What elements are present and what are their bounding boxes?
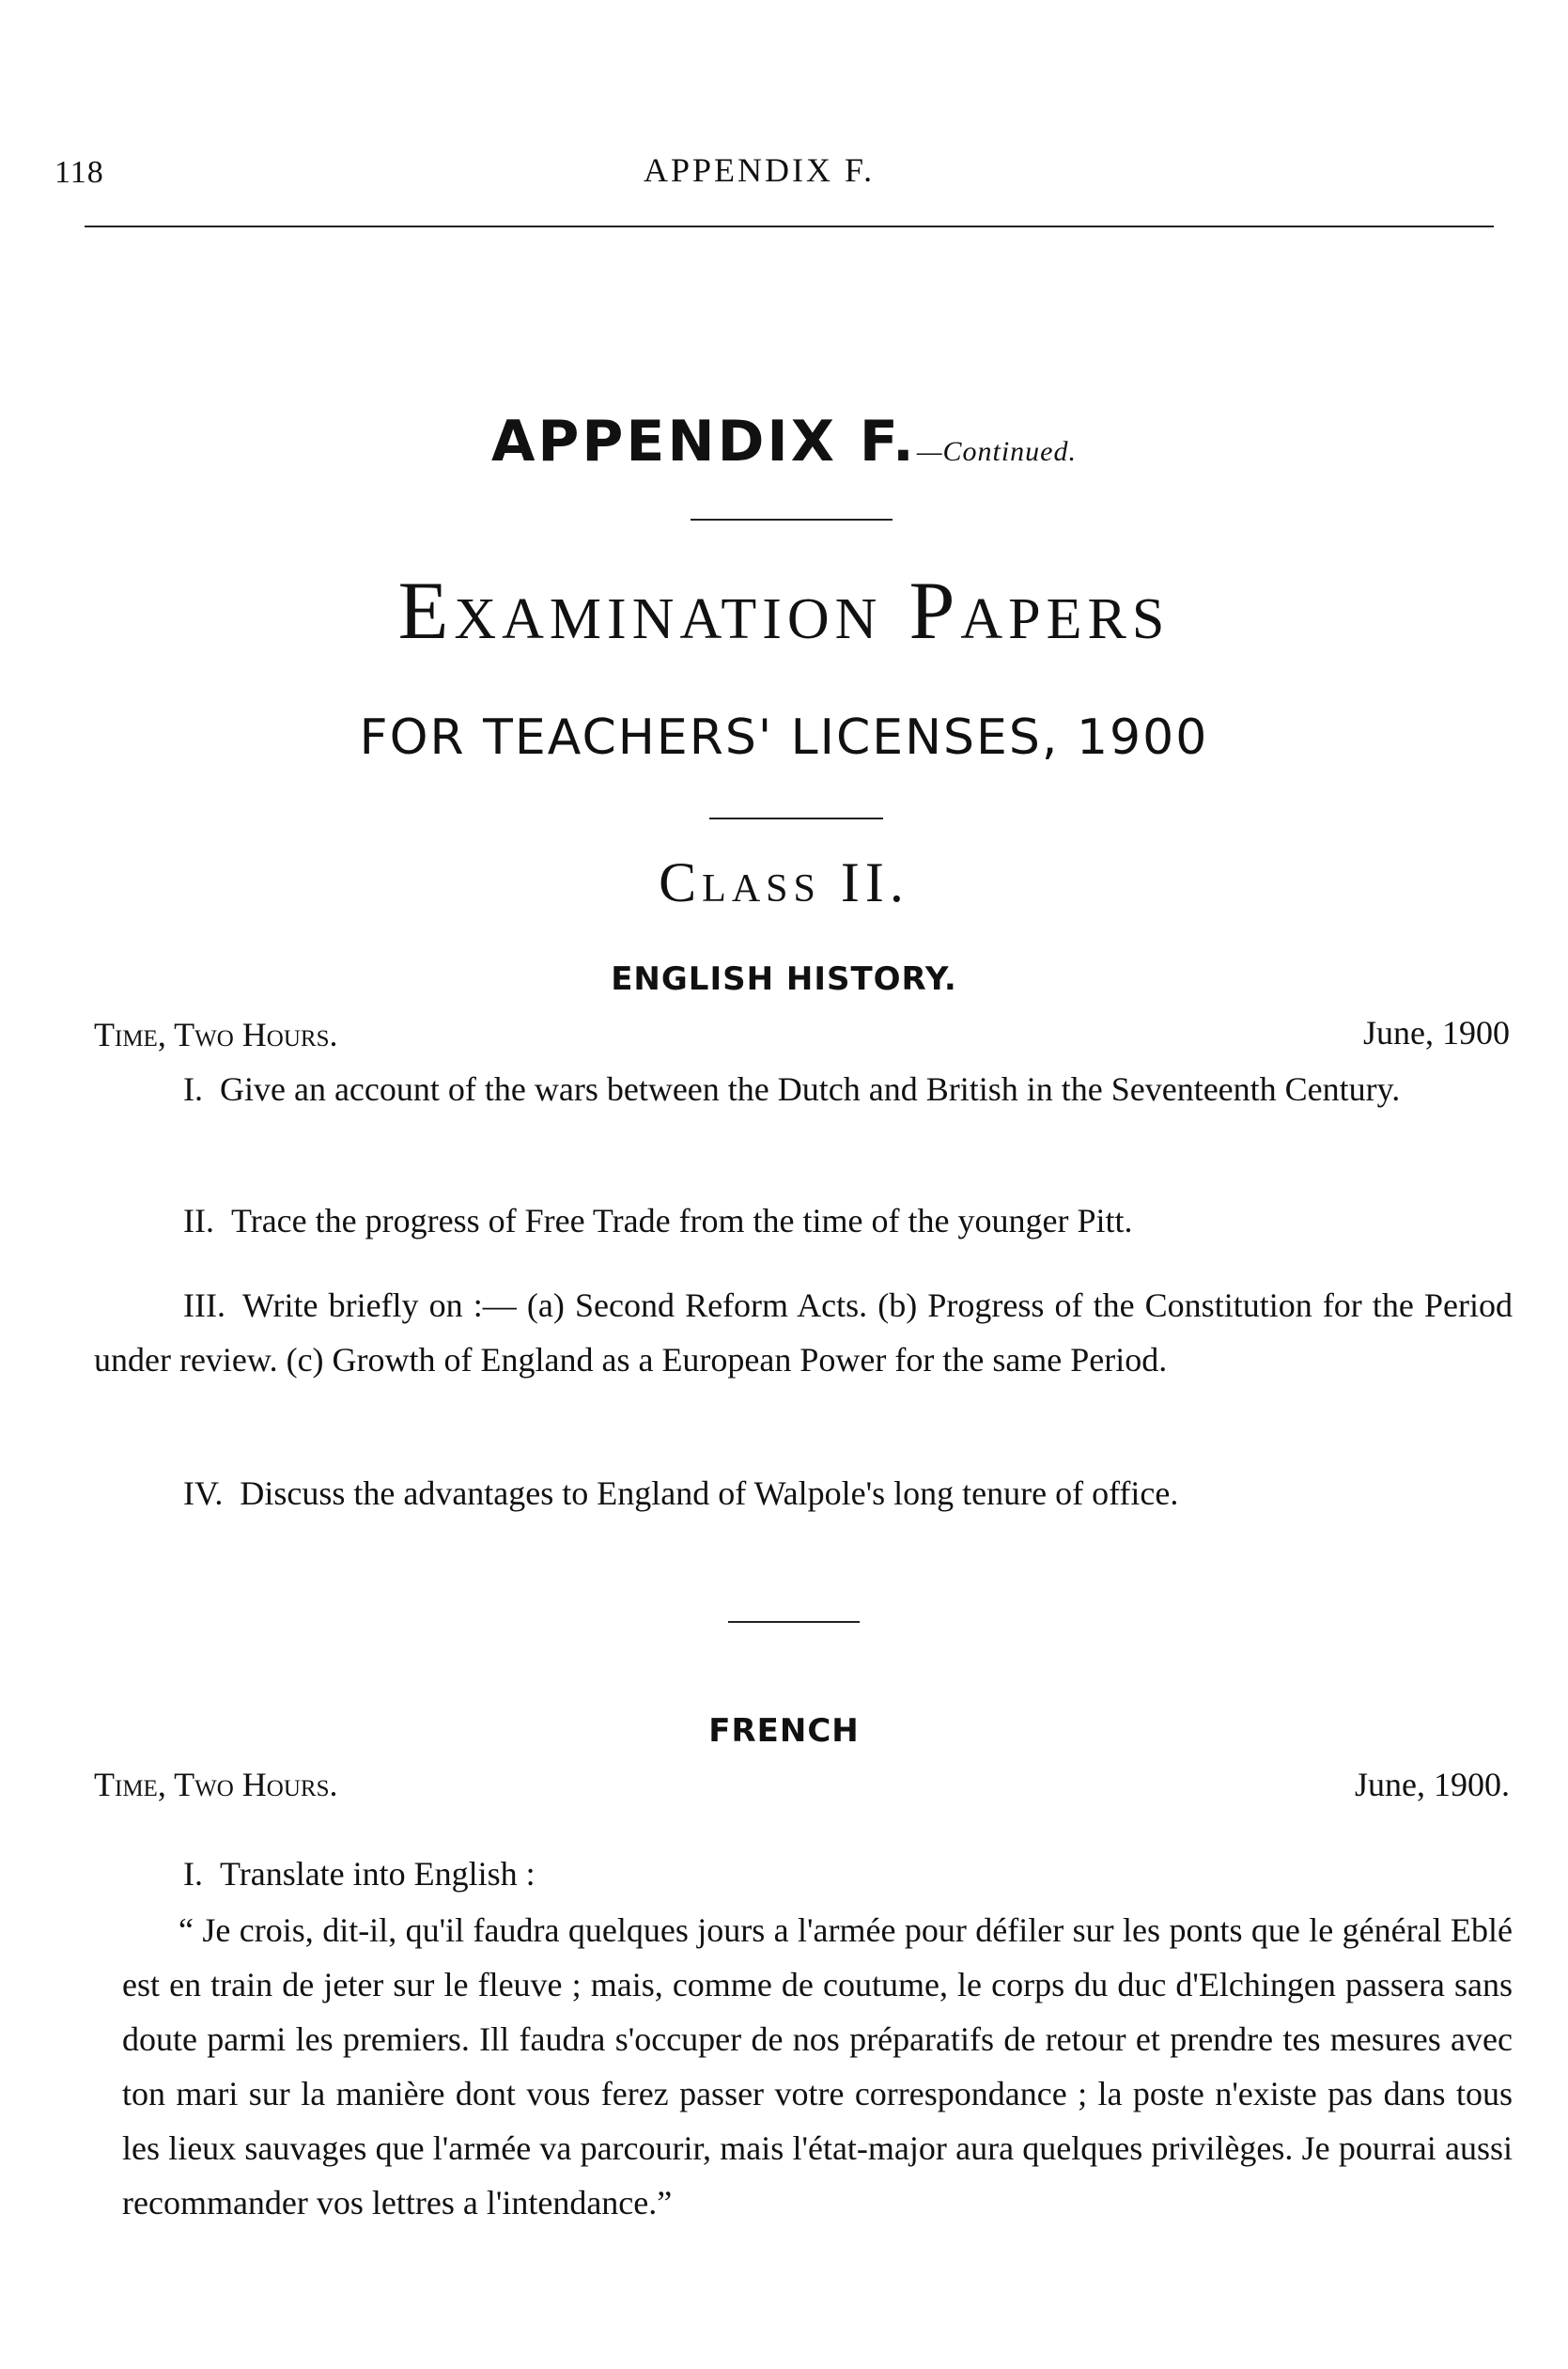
question-number: I. — [183, 1855, 203, 1893]
appendix-label: APPENDIX F. — [491, 409, 917, 475]
french-date: June, 1900. — [1355, 1766, 1510, 1803]
question-item — [94, 1193, 1513, 1248]
exam-papers-title: Examination Papers — [397, 566, 1171, 657]
running-head: APPENDIX F. — [644, 151, 876, 189]
question-item — [94, 1278, 1513, 1387]
question-item — [94, 1466, 1513, 1520]
french-time: Time, Two Hours. — [94, 1766, 338, 1803]
title-rule-1 — [691, 519, 893, 521]
question-item — [94, 1062, 1513, 1116]
question-number: I. — [183, 1070, 203, 1108]
question-number: II. — [183, 1202, 214, 1239]
question-text: Trace the progress of Free Trade from the time of the younger Pitt. — [230, 1202, 1133, 1239]
question-text: Discuss the advantages to England of Walpole's long tenure of office. — [240, 1474, 1179, 1512]
french-heading: FRENCH — [708, 1712, 860, 1750]
question-text: Give an account of the wars between the Dutch and British in the Seventeenth Century. — [220, 1070, 1401, 1108]
english-history-heading: ENGLISH HISTORY. — [611, 960, 957, 998]
question-item — [94, 1847, 1513, 1901]
question-text: Translate into English : — [220, 1855, 536, 1893]
title-rule-2 — [709, 818, 883, 819]
exam-subtitle: FOR TEACHERS' LICENSES, 1900 — [359, 709, 1209, 766]
header-rule — [85, 226, 1494, 227]
french-passage: “ Je crois, dit-il, qu'il faudra quelques jours a l'armée pour défiler sur les ponts que le général Eblé est en train de jeter sur le fleuve ; mais, comme de coutume, le corps du duc d'Elchingen passera sans doute parmi les premiers. Ill faudra s'occuper de nos préparatifs de retour et prendre tes mesures avec ton mari sur la manière dont vous ferez passer votre correspondance ; la poste n'existe pas dans tous les lieux sauvages que l'armée va parcourir, mais l'état-major aura quelques privilèges. Je pourrai aussi recommander vos lettres a l'intendance.” — [122, 1911, 1513, 2221]
appendix-title — [0, 409, 1568, 475]
english-history-time: Time, Two Hours. — [94, 1016, 338, 1053]
question-number: III. — [183, 1286, 225, 1324]
page-number: 118 — [54, 155, 104, 190]
continued-label: —Continued. — [916, 436, 1077, 467]
class-title: Class II. — [659, 851, 909, 913]
section-divider — [728, 1621, 860, 1623]
question-number: IV. — [183, 1474, 224, 1512]
english-history-date: June, 1900 — [1363, 1014, 1510, 1052]
question-text: Write briefly on :— (a) Second Reform Acts. (b) Progress of the Constitution for the Period under review. (c) Growth of England as a European Power for the same Period. — [94, 1286, 1513, 1379]
